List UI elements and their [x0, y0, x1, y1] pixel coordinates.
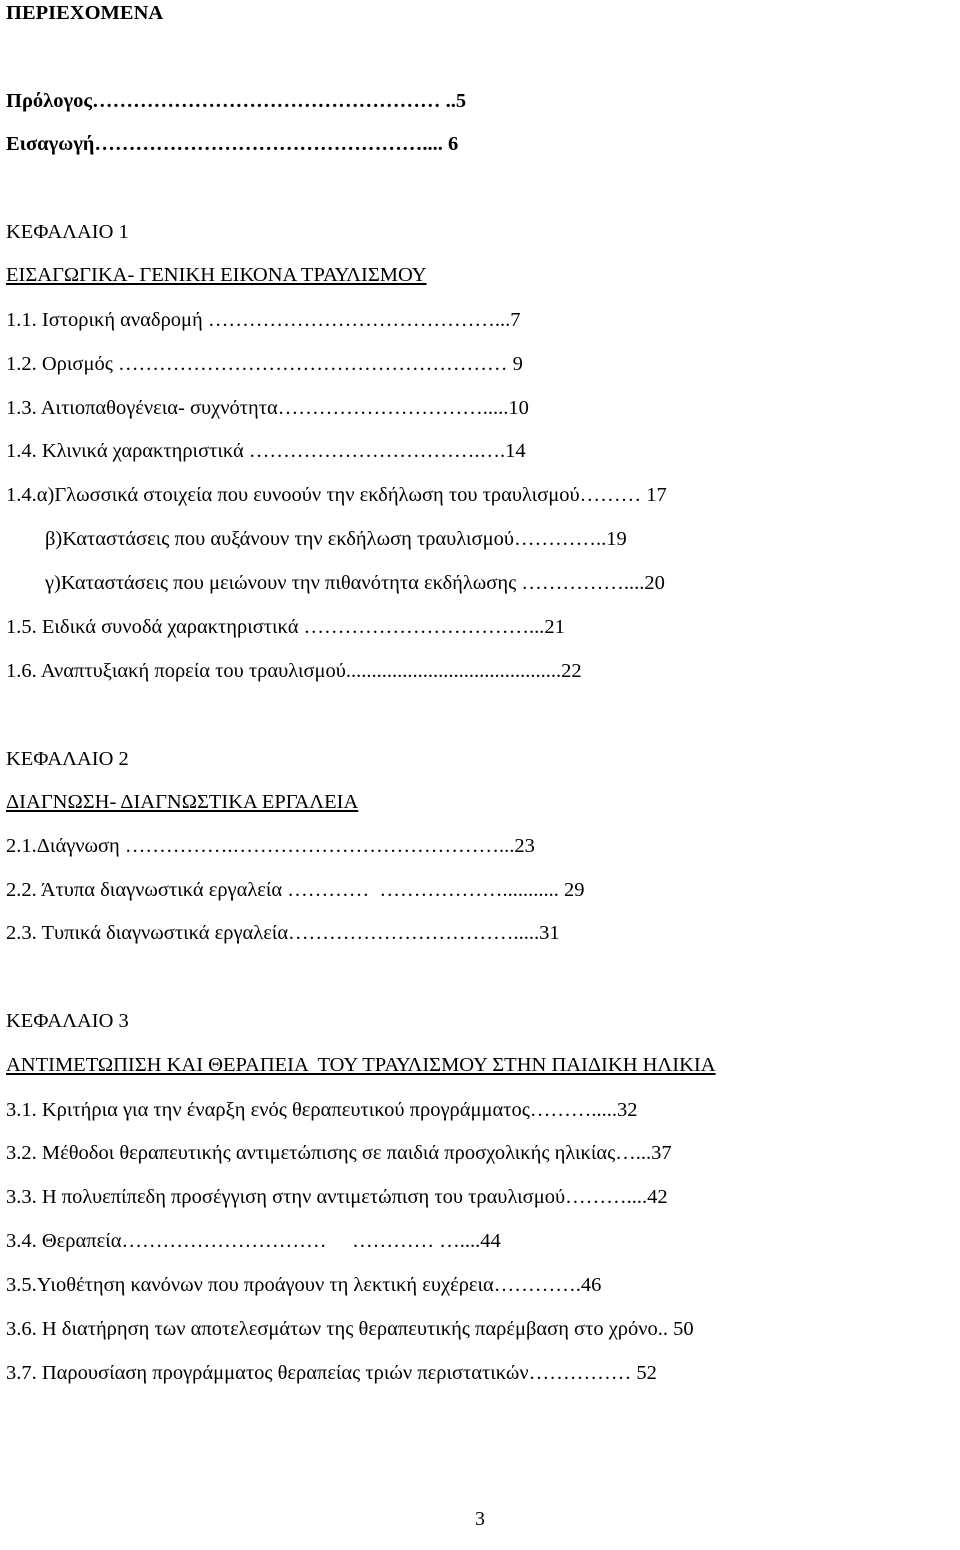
chapter-1-heading[interactable]: ΕΙΣΑΓΩΓΙΚΑ- ΓΕΝΙΚΗ ΕΙΚΟΝΑ ΤΡΑΥΛΙΣΜΟΥ [6, 264, 427, 286]
toc-entry[interactable]: 1.5. Ειδικά συνοδά χαρακτηριστικά ……………………………...21 [6, 616, 565, 638]
toc-entry[interactable]: 3.5.Υιοθέτηση κανόνων που προάγουν τη λεκτική ευχέρεια………….46 [6, 1274, 602, 1296]
toc-entry[interactable]: 2.3. Τυπικά διαγνωστικά εργαλεία…………………………….....31 [6, 922, 560, 944]
toc-entry[interactable]: 3.2. Μέθοδοι θεραπευτικής αντιμετώπισης σε παιδιά προσχολικής ηλικίας…...37 [6, 1142, 672, 1164]
toc-entry[interactable]: 1.6. Αναπτυξιακή πορεία του τραυλισμού..........................................22 [6, 660, 582, 682]
toc-entry[interactable]: 1.1. Ιστορική αναδρομή ……………………………………...7 [6, 309, 521, 331]
toc-entry[interactable]: 1.4.α)Γλωσσικά στοιχεία που ευνοούν την εκδήλωση του τραυλισμού……… 17 [6, 484, 667, 506]
toc-title: ΠΕΡΙΕΧΟΜΕΝΑ [6, 2, 164, 24]
chapter-1-label: ΚΕΦΑΛΑΙΟ 1 [6, 221, 129, 243]
chapter-3-heading[interactable]: ΑΝΤΙΜΕΤΩΠΙΣΗ ΚΑΙ ΘΕΡΑΠΕΙΑ ΤΟΥ ΤΡΑΥΛΙΣΜΟΥ ΣΤΗΝ ΠΑΙΔΙΚΗ ΗΛΙΚΙΑ [6, 1054, 716, 1076]
toc-entry[interactable]: β)Καταστάσεις που αυξάνουν την εκδήλωση τραυλισμού…………..19 [45, 528, 627, 550]
toc-entry[interactable]: 3.3. Η πολυεπίπεδη προσέγγιση στην αντιμετώπιση του τραυλισμού………....42 [6, 1186, 668, 1208]
toc-entry-introduction[interactable]: Εισαγωγή………………………………………….... 6 [6, 133, 459, 155]
toc-entry[interactable]: 3.1. Κριτήρια για την έναρξη ενός θεραπευτικού προγράμματος……….....32 [6, 1099, 638, 1121]
toc-entry[interactable]: 2.2. Άτυπα διαγνωστικά εργαλεία ………… ………………........... 29 [6, 879, 585, 901]
toc-entry[interactable]: γ)Καταστάσεις που μειώνουν την πιθανότητα εκδήλωσης ……………....20 [45, 572, 665, 594]
chapter-2-label: ΚΕΦΑΛΑΙΟ 2 [6, 748, 129, 770]
toc-entry[interactable]: 2.1.Διάγνωση …………….…………………………………...23 [6, 835, 535, 857]
toc-entry[interactable]: 1.2. Ορισμός ………………………………………………… 9 [6, 353, 523, 375]
toc-entry[interactable]: 3.4. Θεραπεία………………………… ………… …....44 [6, 1230, 501, 1252]
page-number: 3 [475, 1508, 485, 1530]
toc-entry[interactable]: 3.6. Η διατήρηση των αποτελεσμάτων της θεραπευτικής παρέμβαση στο χρόνο.. 50 [6, 1318, 694, 1340]
toc-entry[interactable]: 1.3. Αιτιοπαθογένεια- συχνότητα………………………….....10 [6, 397, 529, 419]
chapter-2-heading[interactable]: ΔΙΑΓΝΩΣΗ- ΔΙΑΓΝΩΣΤΙΚΑ ΕΡΓΑΛΕΙΑ [6, 791, 359, 813]
chapter-3-label: ΚΕΦΑΛΑΙΟ 3 [6, 1010, 129, 1032]
toc-entry-prologue[interactable]: Πρόλογος…………………………………………… ..5 [6, 90, 467, 112]
toc-entry[interactable]: 3.7. Παρουσίαση προγράμματος θεραπείας τριών περιστατικών…………… 52 [6, 1362, 657, 1384]
toc-entry[interactable]: 1.4. Κλινικά χαρακτηριστικά …………………………….….14 [6, 440, 526, 462]
